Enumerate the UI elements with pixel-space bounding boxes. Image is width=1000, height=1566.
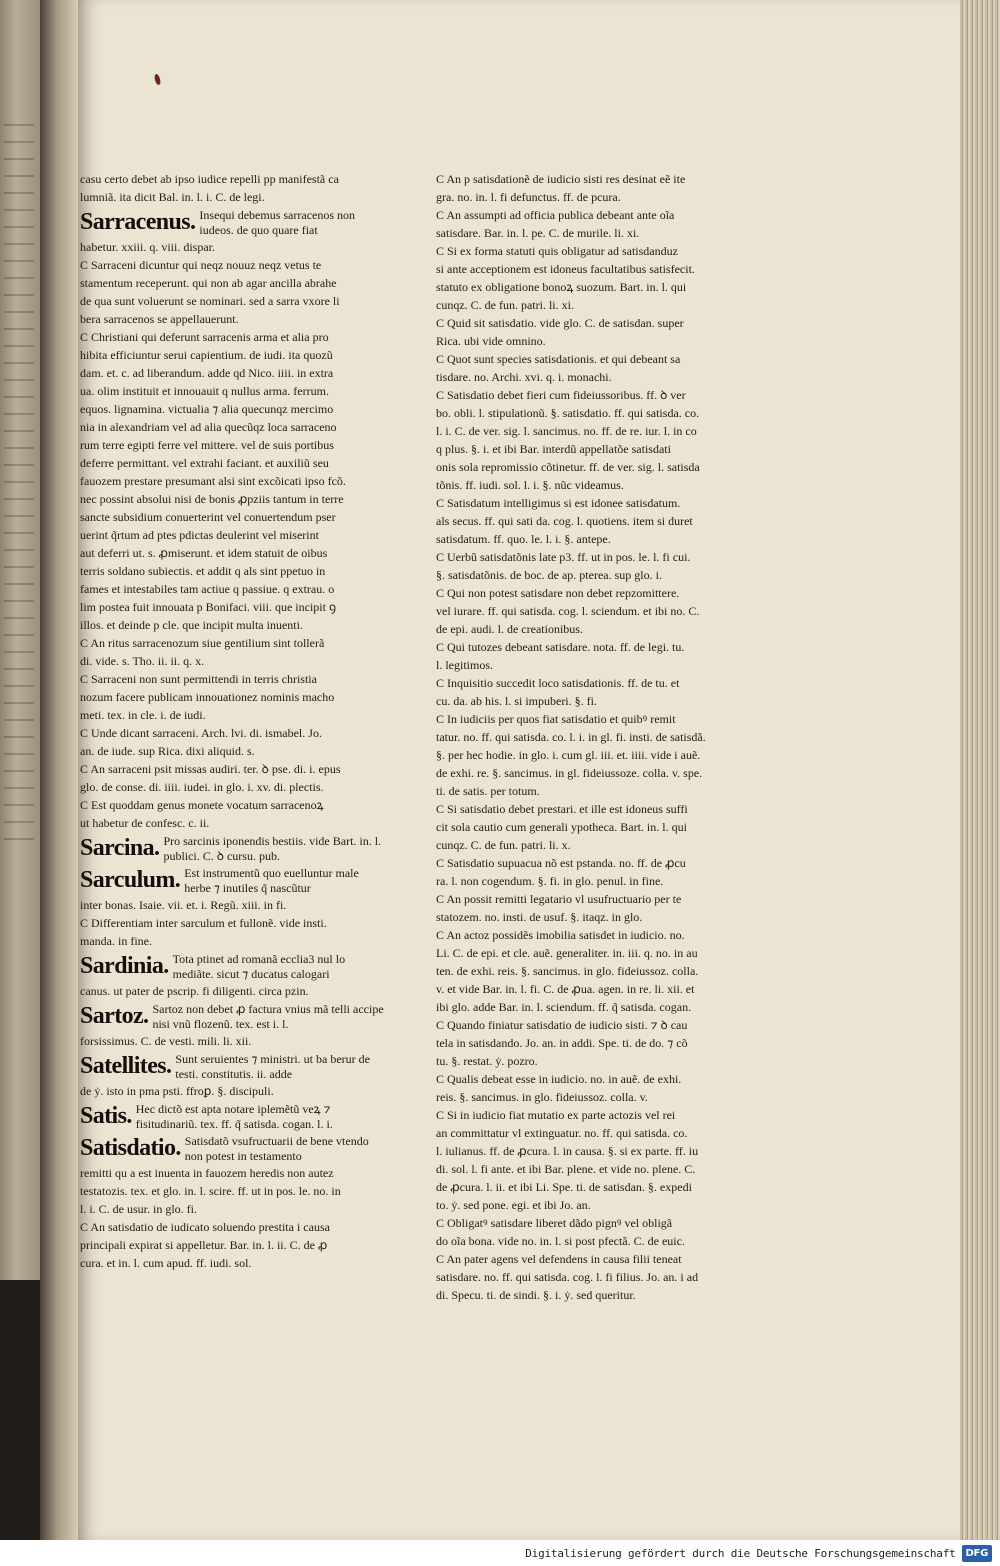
entry-headword: Sarracenus. — [80, 209, 196, 235]
text-line: tisdare. no. Archi. xvi. q. i. monachi. — [436, 370, 612, 384]
text-line: de ꝓcura. l. ii. et ibi Li. Spe. ti. de satisdan. §. expedi — [436, 1180, 692, 1194]
footer-bar — [0, 1540, 1000, 1566]
text-line: gra. no. in. l. fi defunctus. ff. de pcura. — [436, 190, 621, 204]
text-line: tatur. no. ff. qui satisda. co. l. i. in gl. fi. insti. de satisdã. — [436, 730, 706, 744]
text-line: fames et intestabiles tam actiue q passiue. q extrau. o — [80, 582, 335, 596]
dictionary-entry — [80, 1002, 385, 1050]
text-line: glo. de conse. di. iiii. iudei. in glo. i. xv. di. plectis. — [80, 780, 324, 794]
text-line: nec possint absolui nisi de bonis ꝓpziis tantum in terre — [80, 492, 344, 506]
text-line: C In iudiciis per quos fiat satisdatio et quibꝰ remit — [436, 712, 676, 726]
text-line: habetur. xxiii. q. viii. dispar. — [80, 240, 215, 254]
text-line: bo. obli. l. stipulationũ. §. satisdatio. ff. qui satisda. co. — [436, 406, 700, 420]
text-line: §. satisdatõnis. de boc. de ap. pterea. sup glo. i. — [436, 568, 662, 582]
text-line: C An pater agens vel defendens in causa filii teneat — [436, 1252, 682, 1266]
text-line: cura. et in. l. cum apud. ff. iudi. sol. — [80, 1256, 252, 1270]
text-line: an committatur vl extinguatur. no. ff. qui satisda. co. — [436, 1126, 688, 1140]
text-line: nia in alexandriam vel ad alia quecũqz loca sarraceno — [80, 420, 337, 434]
entry-head-row — [80, 208, 385, 238]
text-line: de exhi. re. §. sancimus. in gl. fideiussoze. colla. v. spe. — [436, 766, 703, 780]
text-line: principali expirat si appelletur. Bar. in. l. ii. C. de ꝓ — [80, 1238, 328, 1252]
text-line: C Si in iudicio fiat mutatio ex parte actozis vel rei — [436, 1108, 676, 1122]
text-line: onis sola repromissio cõtinetur. ff. de ver. sig. l. satisda — [436, 460, 700, 474]
text-line: canus. ut pater de pscrip. fi diligenti. circa pzin. — [80, 984, 309, 998]
text-line: C An possit remitti legatario vl usufructuario per te — [436, 892, 682, 906]
text-line: statuto ex obligatione bonoꝝ suozum. Bart. in. l. qui — [436, 280, 687, 294]
entry-headword: Satisdatio. — [80, 1135, 181, 1161]
dictionary-entry — [80, 1052, 385, 1100]
text-line: sancte subsidium conuerterint vel conuertendum pser — [80, 510, 336, 524]
text-line: vel iurare. ff. qui satisda. cog. l. sciendum. et ibi no. C. — [436, 604, 700, 618]
text-line: C Quando finiatur satisdatio de iudicio sisti. ⁊ ꝺ cau — [436, 1018, 688, 1032]
text-line: equos. lignamina. victualia ⁊ alia quecunqz mercimo — [80, 402, 334, 416]
text-line: C Qualis debeat esse in iudicio. no. in auẽ. de exhi. — [436, 1072, 682, 1086]
text-line: C Est quoddam genus monete vocatum sarracenoꝝ — [80, 798, 324, 812]
text-line: C Uerbũ satisdatõnis late p3. ff. ut in pos. le. l. fi cui. — [436, 550, 691, 564]
text-line: ibi glo. adde Bar. in. l. sciendum. ff. q̃ satisda. cogan. — [436, 1000, 692, 1014]
entry-head-text: Est instrumentũ quo euelluntur male herbe ⁊ inutiles q̃ nascũtur — [184, 866, 359, 895]
dfg-logo: DFG — [962, 1545, 992, 1562]
entry-headword: Sarculum. — [80, 867, 181, 893]
text-line: de qua sunt voluerunt se nominari. sed a sarra vxore li — [80, 294, 340, 308]
text-line: C Si satisdatio debet prestari. et ille est idoneus suffi — [436, 802, 688, 816]
dictionary-entry — [80, 952, 385, 1000]
text-line: als secus. ff. qui sati da. cog. l. quotiens. item si duret — [436, 514, 693, 528]
text-line: C Quid sit satisdatio. vide glo. C. de satisdan. super — [436, 316, 684, 330]
text-line: C Quot sunt species satisdationis. et qui debeant sa — [436, 352, 681, 366]
entry-headword: Satis. — [80, 1103, 132, 1129]
text-line: do oĩa bona. vide no. in. l. si post pfectã. C. de euic. — [436, 1234, 685, 1248]
entry-head-text: Insequi debemus sarracenos non iudeos. de quo quare fiat — [199, 208, 356, 237]
text-line: l. i. C. de usur. in glo. fi. — [80, 1202, 197, 1216]
entry-headword: Sardinia. — [80, 953, 169, 979]
text-line: tu. §. restat. ẏ. pozro. — [436, 1054, 538, 1068]
text-line: C Satisdatum intelligimus si est idonee satisdatum. — [436, 496, 681, 510]
right-text-column — [436, 170, 736, 1304]
text-line: di. sol. l. fi ante. et ibi Bar. plene. et vide no. plene. C. — [436, 1162, 696, 1176]
entry-head-text: Sunt seruientes ⁊ ministri. ut ba berur de testi. constitutis. ii. adde — [175, 1052, 370, 1081]
dictionary-entry — [80, 1102, 385, 1132]
text-line: C An satisdatio de iudicato soluendo prestita i causa — [80, 1220, 330, 1234]
text-line: cit sola cautio cum generali ypotheca. Bart. in. l. qui — [436, 820, 687, 834]
text-line: C Unde dicant sarraceni. Arch. lvi. di. ismabel. Jo. — [80, 726, 322, 740]
text-line: cunqz. C. de fun. patri. li. xi. — [436, 298, 574, 312]
footer-funding-text: Digitalisierung gefördert durch die Deutsche Forschungsgemeinschaft — [525, 1546, 956, 1560]
left-text-column — [80, 170, 385, 1272]
dictionary-entry — [80, 834, 385, 864]
text-line: an. de iude. sup Rica. dixi aliquid. s. — [80, 744, 255, 758]
text-line: remitti qu a est inuenta in fauozem heredis non autez — [80, 1166, 334, 1180]
text-line: bera sarracenos se appellauerunt. — [80, 312, 239, 326]
text-line: fauozem prestare presumant alsi sint excõicati ipso fcõ. — [80, 474, 346, 488]
text-line: satisdare. no. ff. qui satisda. cog. l. fi filius. Jo. an. i ad — [436, 1270, 699, 1284]
text-line: cu. da. ab his. l. si impuberi. §. fi. — [436, 694, 597, 708]
text-line: casu certo debet ab ipso iudice repelli pp manifestã ca — [80, 172, 339, 186]
text-line: de ẏ. isto in pma psti. ffroꝑ. §. discipuli. — [80, 1084, 274, 1098]
text-line: dam. et. c. ad liberandum. adde qd Nico. iiii. in extra — [80, 366, 334, 380]
text-line: lumniã. ita dicit Bal. in. l. i. C. de legi. — [80, 190, 265, 204]
text-line: l. i. C. de ver. sig. l. sancimus. no. ff. de re. iur. l. in co — [436, 424, 697, 438]
text-line: reis. §. sancimus. in glo. fideiussoz. colla. v. — [436, 1090, 648, 1104]
text-line: di. Specu. ti. de sindi. §. i. ẏ. sed queritur. — [436, 1288, 636, 1302]
text-line: C Sarraceni non sunt permittendi in terris christia — [80, 672, 317, 686]
entry-head-text: Tota ptinet ad romanã ecclia3 nul lo mediãte. sicut ⁊ ducatus calogari — [172, 952, 346, 981]
entry-head-text: Pro sarcinis iponendis bestiis. vide Bart. in. l. publici. C. ꝺ cursu. pub. — [163, 834, 382, 863]
text-line: C Differentiam inter sarculum et fullonẽ. vide insti. — [80, 916, 327, 930]
entry-head-row — [80, 1002, 385, 1032]
text-line: deferre permittant. vel extrahi faciant. et auxiliũ seu — [80, 456, 329, 470]
text-line: cunqz. C. de fun. patri. li. x. — [436, 838, 571, 852]
text-line: testatozis. tex. et glo. in. l. scire. ff. ut in pos. le. no. in — [80, 1184, 341, 1198]
text-line: stamentum receperunt. qui non ab agar ancilla abrahe — [80, 276, 337, 290]
text-line: Rica. ubi vide omnino. — [436, 334, 546, 348]
text-line: C Satisdatio debet fieri cum fideiussoribus. ff. ꝺ ver — [436, 388, 686, 402]
entry-head-row — [80, 1102, 385, 1132]
entry-head-row — [80, 834, 385, 864]
text-line: inter bonas. Isaie. vii. et. i. Regũ. xiii. in fi. — [80, 898, 287, 912]
text-line: C An p satisdationẽ de iudicio sisti res desinat eẽ ite — [436, 172, 686, 186]
text-line: ua. olim instituit et innouauit q nullus arma. ferrum. — [80, 384, 329, 398]
text-line: di. vide. s. Tho. ii. ii. q. x. — [80, 654, 205, 668]
text-line: hibita efficiuntur serui capientium. de iudi. ita quozũ — [80, 348, 333, 362]
text-line: C Si ex forma statuti quis obligatur ad satisdanduz — [436, 244, 678, 258]
previous-page-edge — [0, 0, 40, 1280]
entry-headword: Sartoz. — [80, 1003, 149, 1029]
text-line: satisdare. Bar. in. l. pe. C. de murile. li. xi. — [436, 226, 640, 240]
text-line: C Christiani qui deferunt sarracenis arma et alia pro — [80, 330, 329, 344]
text-line: ra. l. non cogendum. §. fi. in glo. penul. in fine. — [436, 874, 664, 888]
entry-headword: Satellites. — [80, 1053, 172, 1079]
text-line: §. per hec hodie. in glo. i. cum gl. iii. et. iiii. vide i auẽ. — [436, 748, 701, 762]
entry-head-text: Hec dictõ est apta notare iplemẽtũ veꝝ ⁊ fisitudinariũ. tex. ff. q̃ satisda. cogan. l. i. — [135, 1102, 333, 1131]
text-line: C Satisdatio supuacua nõ est pstanda. no. ff. de ꝓcu — [436, 856, 686, 870]
text-line: ti. de satis. per totum. — [436, 784, 540, 798]
text-line: C Sarraceni dicuntur qui neqz nouuz neqz vetus te — [80, 258, 322, 272]
text-line: satisdatum. ff. quo. le. l. i. §. antepe. — [436, 532, 611, 546]
text-line: statozem. no. insti. de usuf. §. itaqz. in glo. — [436, 910, 643, 924]
text-line: rum terre egipti ferre vel mittere. vel de suis portibus — [80, 438, 334, 452]
text-line: de epi. audi. l. de creationibus. — [436, 622, 583, 636]
text-line: manda. in fine. — [80, 934, 152, 948]
dictionary-entry — [80, 208, 385, 832]
text-line: ut habetur de confesc. c. ii. — [80, 816, 210, 830]
text-line: aut deferri ut. s. ꝓmiserunt. et idem statuit de oibus — [80, 546, 328, 560]
entry-head-row — [80, 952, 385, 982]
text-line: uerint q̃rtum ad ptes pdictas deulerint vel miserint — [80, 528, 319, 542]
text-line: tõnis. ff. iudi. sol. l. i. §. nũc videamus. — [436, 478, 624, 492]
entry-head-text: Sartoz non debet ꝓ factura vnius mã telli accipe nisi vnũ flozenũ. tex. est i. l. — [152, 1002, 384, 1031]
text-line: C An actoz possidẽs imobilia satisdet in iudicio. no. — [436, 928, 685, 942]
text-line: l. iulianus. ff. de ꝓcura. l. in causa. §. si ex parte. ff. iu — [436, 1144, 699, 1158]
text-line: ten. de exhi. reis. §. sancimus. in glo. fideiussoz. colla. — [436, 964, 699, 978]
dictionary-entry — [80, 1134, 385, 1272]
entry-head-row — [80, 1134, 385, 1164]
text-line: C An sarraceni psit missas audiri. ter. ꝺ pse. di. i. epus — [80, 762, 341, 776]
text-line: lim postea fuit innouata p Bonifaci. viii. que incipit ꝯ — [80, 600, 336, 614]
text-line: tela in satisdando. Jo. an. in addi. Spe. ti. de do. ⁊ cõ — [436, 1036, 688, 1050]
entry-head-row — [80, 866, 385, 896]
entry-head-row — [80, 1052, 385, 1082]
page-stack-edges — [960, 0, 1000, 1540]
text-line: v. et vide Bar. in. l. fi. C. de ꝓua. agen. in re. li. xii. et — [436, 982, 695, 996]
text-line: C Inquisitio succedit loco satisdationis. ff. de tu. et — [436, 676, 680, 690]
text-line: Li. C. de epi. et cle. auẽ. generaliter. in. iii. q. no. in au — [436, 946, 698, 960]
text-line: nozum facere publicam innouationez nominis macho — [80, 690, 335, 704]
text-line: illos. et deinde p cle. que incipit multa inuenti. — [80, 618, 303, 632]
dictionary-entry — [80, 866, 385, 950]
text-line: C Qui non potest satisdare non debet repzomittere. — [436, 586, 680, 600]
text-line: C Qui tutozes debeant satisdare. nota. ff. de legi. tu. — [436, 640, 685, 654]
text-line: meti. tex. in cle. i. de iudi. — [80, 708, 206, 722]
text-line: C An assumpti ad officia publica debeant ante oĩa — [436, 208, 675, 222]
text-line: q plus. §. i. et ibi Bar. interdũ appellatõe satisdati — [436, 442, 671, 456]
book-gutter — [40, 0, 78, 1540]
entry-headword: Sarcina. — [80, 835, 160, 861]
text-line: C Obligatꝰ satisdare liberet dãdo pignꝰ vel obligã — [436, 1216, 673, 1230]
text-line: l. legitimos. — [436, 658, 493, 672]
text-line: forsissimus. C. de vesti. mili. li. xii. — [80, 1034, 252, 1048]
entry-head-text: Satisdatõ vsufructuarii de bene vtendo non potest in testamento — [184, 1134, 369, 1163]
previous-page-text-bleed — [4, 120, 34, 840]
text-line: si ante acceptionem est idoneus facultatibus satisfecit. — [436, 262, 695, 276]
text-line: to. ẏ. sed pone. egi. et ibi Jo. an. — [436, 1198, 591, 1212]
text-line: terris soldano subiectis. et addit q als sint ppetuo in — [80, 564, 326, 578]
text-line: C An ritus sarracenozum siue gentilium sint tollerã — [80, 636, 325, 650]
